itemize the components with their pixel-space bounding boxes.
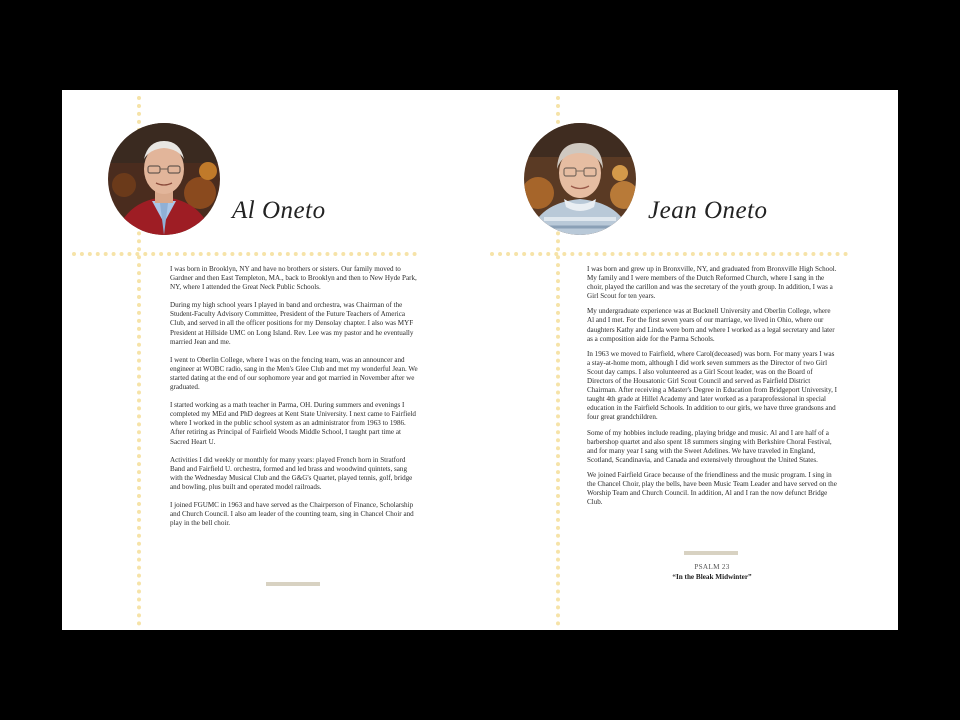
jean-oneto-portrait-image	[524, 123, 636, 235]
jean-oneto-portrait	[524, 123, 636, 235]
al-oneto-portrait-image	[108, 123, 220, 235]
right-horizontal-dotted-line	[490, 252, 848, 256]
jean-bio-paragraph-2: My undergraduate experience was at Bucknell University and Oberlin College, where Al and I met. For the first seven years of our marriage, we lived in Ohio, where our daughters Kathy and Linda were born and where I worked as a legal secretary and later as a composition aide for the Parma Schools.	[587, 307, 835, 343]
jean-oneto-name: Jean Oneto	[648, 197, 768, 224]
jean-bio-paragraph-5: We joined Fairfield Grace because of the friendliness and the music program. I sing in the Chancel Choir, play the bells, have been Music Team Leader and have served on the Worship Team and Church Council. In addition, Al and I ran the now defunct Bridge Club.	[587, 470, 837, 507]
jean-bio-paragraph-4: Some of my hobbies include reading, playing bridge and music. Al and I are half of a barbershop quartet and also spent 18 summers singing with Berkshire Choral Festival, and for many year I sang with the Sweet Adelines. We have traveled in England, Scotland, Scandinavia, and Canada and extensively throughout the United States.	[587, 428, 832, 464]
al-bio-paragraph-2: During my high school years I played in band and orchestra, was Chairman of the Student-Faculty Advisory Committee, President of the Future Teachers of America Club, and served in all the officer positions for my Densolay chapter. I also was MYF President at Hillside UMC on Long Island. Rev. Lee was my pastor and he eventually married Jean and me.	[170, 301, 414, 346]
al-bio-paragraph-4: I started working as a math teacher in Parma, OH. During summers and evenings I completed my MEd and PhD degrees at Kent State University. I next came to Fairfield where I worked in the public school system as an administrator from 1963 to 1986. After retiring as Principal of Fairfield Woods Middle School, I taught part time at Sacred Heart U.	[170, 401, 416, 446]
al-bio-paragraph-3: I went to Oberlin College, where I was on the fencing team, was an announcer and engineer at WOBC radio, sang in the Men's Glee Club and met my wonderful Jean. We started dating at the end of our sophomore year and got married in November after we graduated.	[170, 355, 418, 392]
al-oneto-portrait	[108, 123, 220, 235]
al-bio-paragraph-6: I joined FGUMC in 1963 and have served as the Chairperson of Finance, Scholarship and Church Council. I also am leader of the counting team, sing in Chancel Choir and play in the bell choir.	[170, 500, 414, 528]
jean-oneto-bio	[587, 265, 837, 513]
al-oneto-name: Al Oneto	[232, 197, 326, 224]
jean-bio-paragraph-1: I was born and grew up in Bronxville, NY, and graduated from Bronxville High School. My family and I were members of the Dutch Reformed Church, where I sang in the choir, played the carillon and was the secretary of the youth group. In addition, I was a Girl Scout for ten years.	[587, 265, 837, 301]
al-bio-paragraph-1: I was born in Brooklyn, NY and have no brothers or sisters. Our family moved to Gardner and then East Templeton, MA., back to Brooklyn and then to New Hyde Park, NY, where I attended the Great Neck Public Schools.	[170, 265, 417, 292]
jean-bio-paragraph-3: In 1963 we moved to Fairfield, where Carol(deceased) was born. For many years I was a stay-at-home mom, although I did work seven summers as the Director of two Girl Scout day camps. I also volunteered as a Girl Scout leader, was on the Board of Directors of the Housatonic Girl Scout Council and served as Fairfield District Chairman. After receiving a Master's Degree in Education from Bridgeport University, I taught 4th grade at Hillel Academy and later worked as a paraprofessional in special education in the Fairfield Schools. In addition to our girls, we have three grandsons and four great grandchildren.	[587, 349, 838, 422]
brochure-spread	[62, 90, 898, 630]
psalm-reference: PSALM 23	[694, 563, 730, 571]
left-horizontal-dotted-line	[72, 252, 417, 256]
al-bio-paragraph-5: Activities I did weekly or monthly for many years: played French horn in Stratford Band and Fairfield U. orchestra, formed and led brass and woodwind quintets, sang with the Wednesday Musical Club and the G&G's Quartet, played tennis, golf, bridge and bowling, plus built and operated model railroads.	[170, 455, 413, 491]
left-divider-rule	[266, 582, 320, 586]
psalm-caption	[622, 563, 802, 582]
hymn-title: “In the Bleak Midwinter”	[672, 572, 752, 581]
right-divider-rule	[684, 551, 738, 555]
al-oneto-bio	[170, 265, 420, 537]
